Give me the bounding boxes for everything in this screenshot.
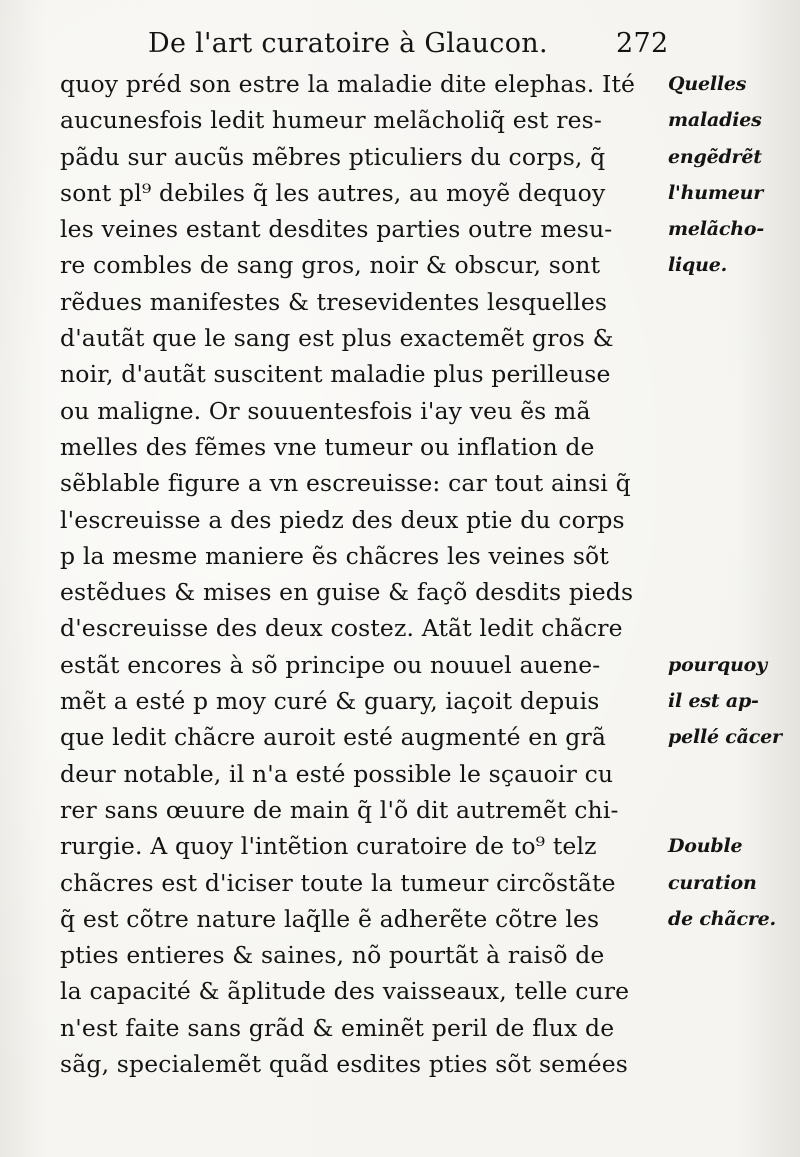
text-line: rurgie. A quoy l'intẽtion curatoire de to⁹ telz <box>60 832 597 861</box>
text-line: sãg, specialemẽt quãd esdites pties sõt semées <box>60 1050 628 1079</box>
text-line: noir, d'autãt suscitent maladie plus perilleuse <box>60 360 611 389</box>
margin-note-line: l'humeur <box>668 181 764 204</box>
text-line: pties entieres & saines, nõ pourtãt à raisõ de <box>60 941 605 970</box>
margin-note-line: pellé cãcer <box>668 726 782 749</box>
margin-note-line: Quelles <box>668 73 747 95</box>
text-line: sẽblable figure a vn escreuisse: car tout ainsi q̃ <box>60 469 631 498</box>
text-line: aucunesfois ledit humeur melãcholiq̃ est res- <box>60 106 602 135</box>
text-line: re combles de sang gros, noir & obscur, sont <box>60 251 601 280</box>
margin-note-maladies <box>668 66 796 284</box>
text-line: p la mesme maniere ẽs chãcres les veines sõt <box>60 541 609 570</box>
text-line: pãdu sur aucũs mẽbres pticuliers du corps, q̃ <box>60 142 606 171</box>
margin-note-curation <box>668 828 796 937</box>
margin-note-cancer <box>668 647 796 756</box>
text-line: sont pl⁹ debiles q̃ les autres, au moyẽ dequoy <box>60 178 606 207</box>
text-line: melles des fẽmes vne tumeur ou inflation de <box>60 432 595 461</box>
text-line: deur notable, il n'a esté possible le sçauoir cu <box>60 759 614 788</box>
main-text-block <box>60 66 672 1082</box>
text-line: quoy préd son estre la maladie dite elephas. Ité <box>60 70 636 98</box>
text-line: q̃ est cõtre nature laq̃lle ẽ adherẽte cõtre les <box>60 904 600 933</box>
running-title: De l'art curatoire à Glaucon. <box>148 28 548 59</box>
margin-note-line: il est ap- <box>668 690 759 713</box>
text-line: l'escreuisse a des piedz des deux ptie du corps <box>60 505 625 534</box>
margin-note-line: pourquoy <box>668 653 767 676</box>
text-line: n'est faite sans grãd & eminẽt peril de flux de <box>60 1013 615 1042</box>
page-number: 272 <box>616 28 669 59</box>
margin-note-line: Double <box>668 835 743 858</box>
text-line: rer sans œuure de main q̃ l'õ dit autremẽt chi- <box>60 795 619 824</box>
text-line: ou maligne. Or souuentesfois i'ay veu ẽs mã <box>60 396 591 425</box>
margin-note-line: melãcho- <box>668 218 765 241</box>
margin-note-line: curation <box>668 871 757 894</box>
text-line: d'escreuisse des deux costez. Atãt ledit chãcre <box>60 614 623 643</box>
margin-note-line: engẽdrẽt <box>668 145 762 168</box>
margin-note-line: lique. <box>668 254 728 277</box>
text-line: d'autãt que le sang est plus exactemẽt gros & <box>60 324 614 353</box>
text-line: estãt encores à sõ principe ou nouuel auene- <box>60 650 601 679</box>
text-line: que ledit chãcre auroit esté augmenté en grã <box>60 723 607 752</box>
text-line: la capacité & ãplitude des vaisseaux, telle cure <box>60 977 630 1006</box>
margin-note-line: de chãcre. <box>668 907 776 930</box>
text-line: mẽt a esté p moy curé & guary, iaçoit depuis <box>60 687 600 716</box>
text-line: chãcres est d'iciser toute la tumeur circõstãte <box>60 868 616 897</box>
margin-note-line: maladies <box>668 109 762 132</box>
text-line: les veines estant desdites parties outre mesu- <box>60 215 613 244</box>
text-line: estẽdues & mises en guise & façõ desdits pieds <box>60 578 634 607</box>
text-line: rẽdues manifestes & tresevidentes lesquelles <box>60 287 608 316</box>
